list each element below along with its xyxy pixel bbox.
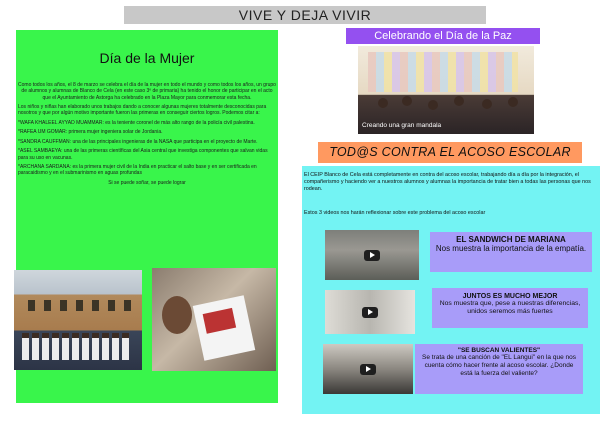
acoso-title: TOD@S CONTRA EL ACOSO ESCOLAR [318,142,582,163]
mujer-paragraph: Como todos los años, el 8 de marzo se celebra el día de la mujer en todo el mundo y como todos los años, un grupo de alumnos y alumnas de Blanco de Cela (en este caso 3º de primaria) ha tenido el honor de participar en el acto que el Ayuntamiento de Astorga ha celebrado en la Plaza Mayor para conmemorar esta fecha. [18,82,276,101]
video-card-valientes [415,344,583,394]
paz-mandala-photo[interactable] [358,46,534,134]
acoso-panel [302,166,600,414]
mujer-paragraph: *ASEL SAMBAEYA: una de las primeras científicas del Asia central que investiga componentes que salvan vidas para su uso en vacunas. [18,148,268,161]
mujer-body [18,82,276,189]
acoso-intro-text: El CEIP Blanco de Cela está completamente en contra del acoso escolar, trabajando día a día por la integración, el compañerismo y haciendo ver a nuestros alumnos y alumnas la importancia de tratar bien a todas las personas que nos rodean. [304,172,591,192]
page-title: VIVE Y DEJA VIVIR [124,6,486,24]
play-icon[interactable] [360,364,376,375]
acoso-videos-intro: Estos 3 videos nos harán reflexionar sobre este problema del acoso escolar [304,210,486,216]
video-title: JUNTOS ES MUCHO MEJOR [462,293,558,300]
video-description: Nos muestra que, pese a nuestras diferencias, unidos seremos más fuertes [439,300,581,315]
video-description: Nos muestra la importancia de la empatía. [435,244,587,253]
mujer-panel [16,30,278,272]
play-icon[interactable] [362,307,378,318]
video-card-juntos [432,288,588,328]
mujer-paragraph: *SANDRA CAUFFMAN: una de las principales ingenieras de la NASA que participa en el proyecto de Marte. [18,138,258,145]
classroom-photo[interactable] [152,268,276,371]
school-group-photo[interactable] [14,270,142,370]
play-icon[interactable] [364,250,380,261]
mujer-title: Día de la Mujer [99,50,195,66]
video-title: EL SANDWICH DE MARIANA [456,235,566,244]
video-description: Se trata de una canción de "EL Langui" en la que nos cuenta cómo hacer frente al acoso escolar. ¿Donde está la fuerza del valiente? [422,354,576,377]
mujer-paragraph: *RAFEA UM GOMAR: primera mujer ingeniera solar de Jordania. [18,129,163,136]
video-thumbnail-valientes[interactable] [323,344,413,394]
paz-title: Celebrando el Día de la Paz [346,28,540,44]
video-card-sandwich [430,232,592,272]
mujer-paragraph: Si se puede soñar, se puede lograr [108,179,186,186]
video-thumbnail-juntos[interactable] [325,290,415,334]
mujer-paragraph: *ARCHANA SARDANA: es la primera mujer civil de la India en practicar el salto base y en ser certificada en paracaidismo y en el submarinismo en aguas profundas [18,164,257,177]
video-title: "SE BUSCAN VALIENTES" [457,347,541,354]
mujer-paragraph: Los niños y niñas han elaborado unos trabajos dando a conocer algunas mujeres totalmente desconocidas para nosotros y que por algún motivo importante fueron las primeras en conseguir ciertos logros. Podemos citar a: [18,104,267,117]
mujer-paragraph: *WAFA KHALEEL AYYAD MUAMMAR: es la teniente coronel de más alto rango de la policía civil palestina. [18,119,255,126]
video-thumbnail-sandwich[interactable] [325,230,419,280]
paz-caption: Creando una gran mandala [362,122,442,129]
